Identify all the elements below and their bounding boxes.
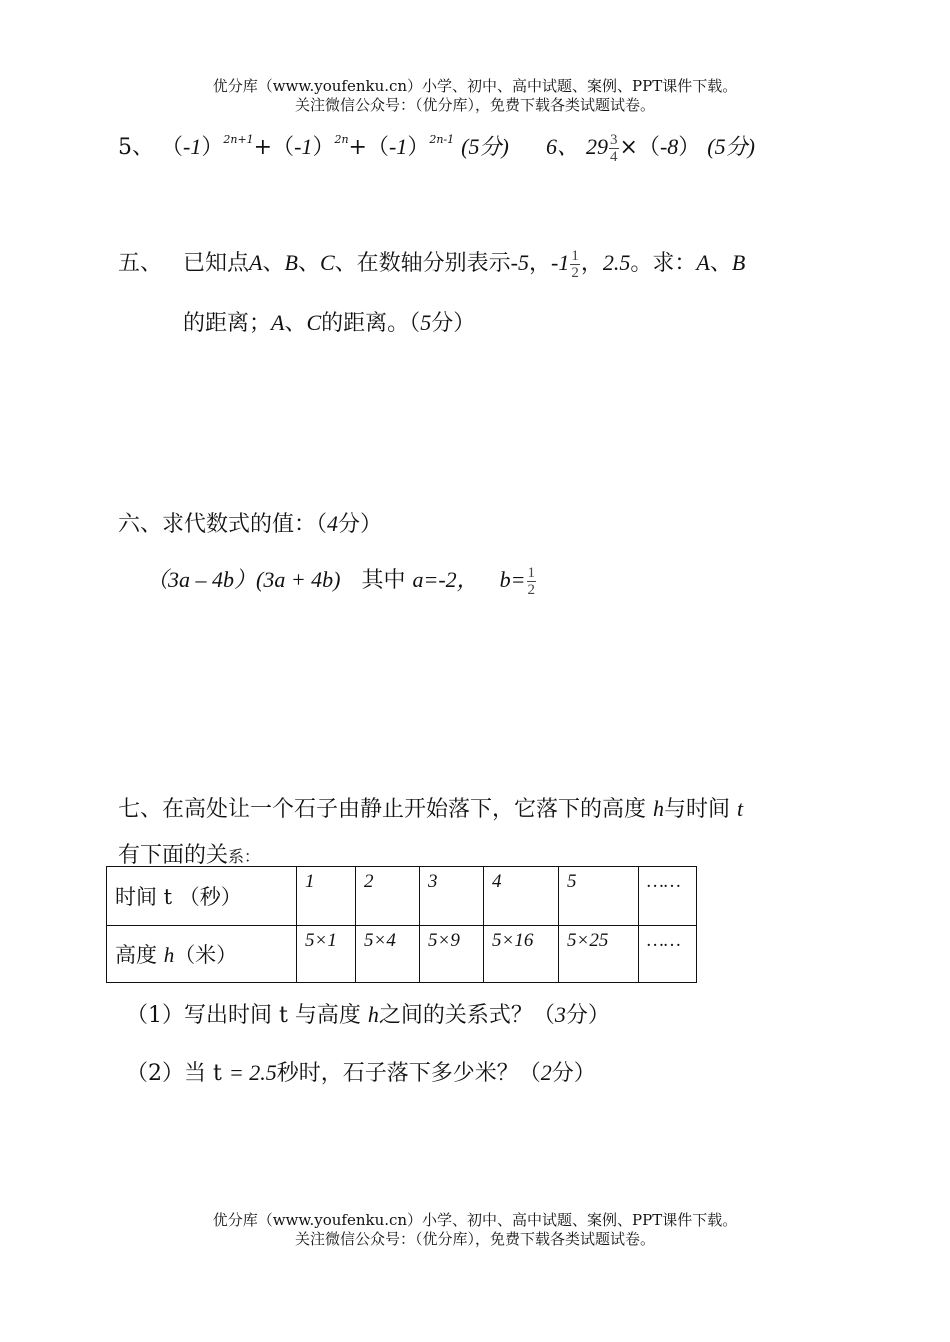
- text: 之间的关系式？（: [378, 1003, 555, 1028]
- section-5-number: 五、: [118, 251, 163, 276]
- problem-6-score: (5分): [707, 134, 755, 159]
- point-label: A: [249, 250, 263, 275]
- point-label: B: [731, 250, 746, 275]
- text: ，: [580, 251, 603, 276]
- table-cell: 5: [559, 867, 639, 926]
- section-7-line-1: [118, 792, 743, 823]
- operator: ×（: [619, 135, 660, 160]
- text: 、: [297, 251, 320, 276]
- text: 的距离。（: [321, 311, 421, 336]
- section-7-question-1: [126, 998, 610, 1029]
- term: -1: [294, 134, 313, 159]
- table-cell: 5×4: [356, 926, 420, 983]
- row-header-height: [107, 926, 297, 983]
- text: 六、求代数式的值：（: [118, 512, 328, 537]
- footer-line-2: 关注微信公众号：（优分库），免费下载各类试题试卷。: [294, 1230, 655, 1248]
- text: 其中: [361, 568, 406, 593]
- mixed-whole: -1: [551, 250, 570, 275]
- score: 4: [327, 511, 339, 536]
- problem-5-score: (5分): [461, 134, 509, 159]
- term: -1: [183, 134, 202, 159]
- footer-line-1: 优分库（www.youfenku.cn）小学、初中、高中试题、案例、PPT课件下载。: [212, 1211, 738, 1229]
- table-cell: 3: [420, 867, 484, 926]
- table-cell: ……: [639, 926, 697, 983]
- mixed-whole: 29: [586, 134, 609, 159]
- condition: a=-2，: [412, 567, 479, 592]
- exponent: 2n-1: [429, 133, 455, 146]
- fraction-denominator: 2: [527, 581, 536, 598]
- problem-5: [118, 130, 509, 161]
- fraction-numerator: 3: [610, 131, 618, 148]
- text: 与时间: [664, 797, 731, 822]
- text: 、: [284, 311, 307, 336]
- time-height-table: [106, 866, 697, 983]
- expression: （3a – 4b）(3a + 4b): [146, 567, 341, 592]
- text: 、: [262, 251, 285, 276]
- text: 秒时，石子落下多少米？（: [276, 1061, 541, 1086]
- point-label: A: [271, 310, 285, 335]
- score: 5: [420, 310, 432, 335]
- condition: b=: [499, 567, 526, 592]
- text: 有下面的关: [118, 843, 229, 868]
- point-label: B: [284, 250, 298, 275]
- table-cell: 1: [297, 867, 356, 926]
- text: 系：: [228, 847, 261, 866]
- header-line-1: 优分库（www.youfenku.cn）小学、初中、高中试题、案例、PPT课件下载。: [212, 77, 738, 95]
- point-label: C: [306, 310, 322, 335]
- table-row: [107, 926, 697, 983]
- fraction-denominator: 2: [571, 264, 579, 281]
- text: 、在数轴分别表示: [334, 251, 511, 276]
- table-cell: 5×1: [297, 926, 356, 983]
- fraction-numerator: 1: [527, 564, 536, 581]
- fraction-numerator: 1: [571, 247, 579, 264]
- text: 已知点: [183, 251, 250, 276]
- variable: h: [653, 796, 665, 821]
- exponent: 2n: [334, 133, 349, 146]
- table-cell: 4: [484, 867, 559, 926]
- text: 高度: [115, 943, 157, 967]
- text: ，: [528, 251, 551, 276]
- table-row: [107, 867, 697, 926]
- text: 。求：: [630, 251, 697, 276]
- operator: +（: [348, 135, 389, 160]
- section-6-title: [118, 507, 382, 538]
- paren: ）: [201, 135, 224, 160]
- problem-6: [546, 130, 755, 165]
- table-cell: 5×16: [484, 926, 559, 983]
- value: = 2.5: [228, 1060, 277, 1085]
- operator: +（: [253, 135, 295, 160]
- fraction: [609, 132, 619, 165]
- text: 分）: [565, 1003, 610, 1028]
- section-5-line-2: [183, 306, 475, 337]
- fraction-denominator: 4: [610, 148, 618, 165]
- section-7-question-2: [126, 1056, 596, 1087]
- point-label: C: [319, 250, 335, 275]
- problem-5-number: 5、: [118, 135, 154, 160]
- table-cell: 5×25: [559, 926, 639, 983]
- section-5-line-1: [118, 246, 745, 281]
- fraction: [527, 565, 537, 598]
- variable: h: [367, 1002, 379, 1027]
- fraction: [570, 248, 580, 281]
- score: 2: [540, 1060, 552, 1085]
- section-7-line-2: [118, 838, 260, 869]
- score: 3: [554, 1002, 566, 1027]
- exponent: 2n+1: [223, 133, 254, 146]
- row-header-time: 时间 t （秒）: [107, 867, 297, 926]
- section-6-expression: [146, 563, 537, 598]
- text: （米）: [174, 943, 238, 967]
- term: -1: [388, 134, 408, 159]
- paren: ）: [678, 135, 701, 160]
- value: -5: [510, 250, 529, 275]
- text: （2）当 t: [126, 1061, 222, 1086]
- term: -8: [659, 134, 679, 159]
- header-line-2: 关注微信公众号：（优分库），免费下载各类试题试卷。: [294, 96, 655, 114]
- point-label: A: [696, 250, 710, 275]
- table-cell: ……: [639, 867, 697, 926]
- text: 、: [709, 251, 732, 276]
- paren: （: [161, 135, 184, 160]
- text: 分）: [338, 512, 383, 537]
- page-footer: [0, 1211, 950, 1249]
- table-cell: 2: [356, 867, 420, 926]
- text: 七、在高处让一个石子由静止开始落下，它落下的高度: [118, 797, 647, 822]
- problem-6-number: 6、: [546, 134, 580, 159]
- paren: ）: [407, 135, 430, 160]
- paren: ）: [312, 135, 335, 160]
- text: 分）: [431, 311, 476, 336]
- table-cell: 5×9: [420, 926, 484, 983]
- value: 2.5: [602, 250, 631, 275]
- text: （1）写出时间 t 与高度: [126, 1003, 361, 1028]
- text: 分）: [551, 1061, 596, 1086]
- page-header: [0, 77, 950, 115]
- text: 的距离；: [183, 311, 272, 336]
- variable: t: [737, 796, 744, 821]
- variable: h: [163, 943, 175, 967]
